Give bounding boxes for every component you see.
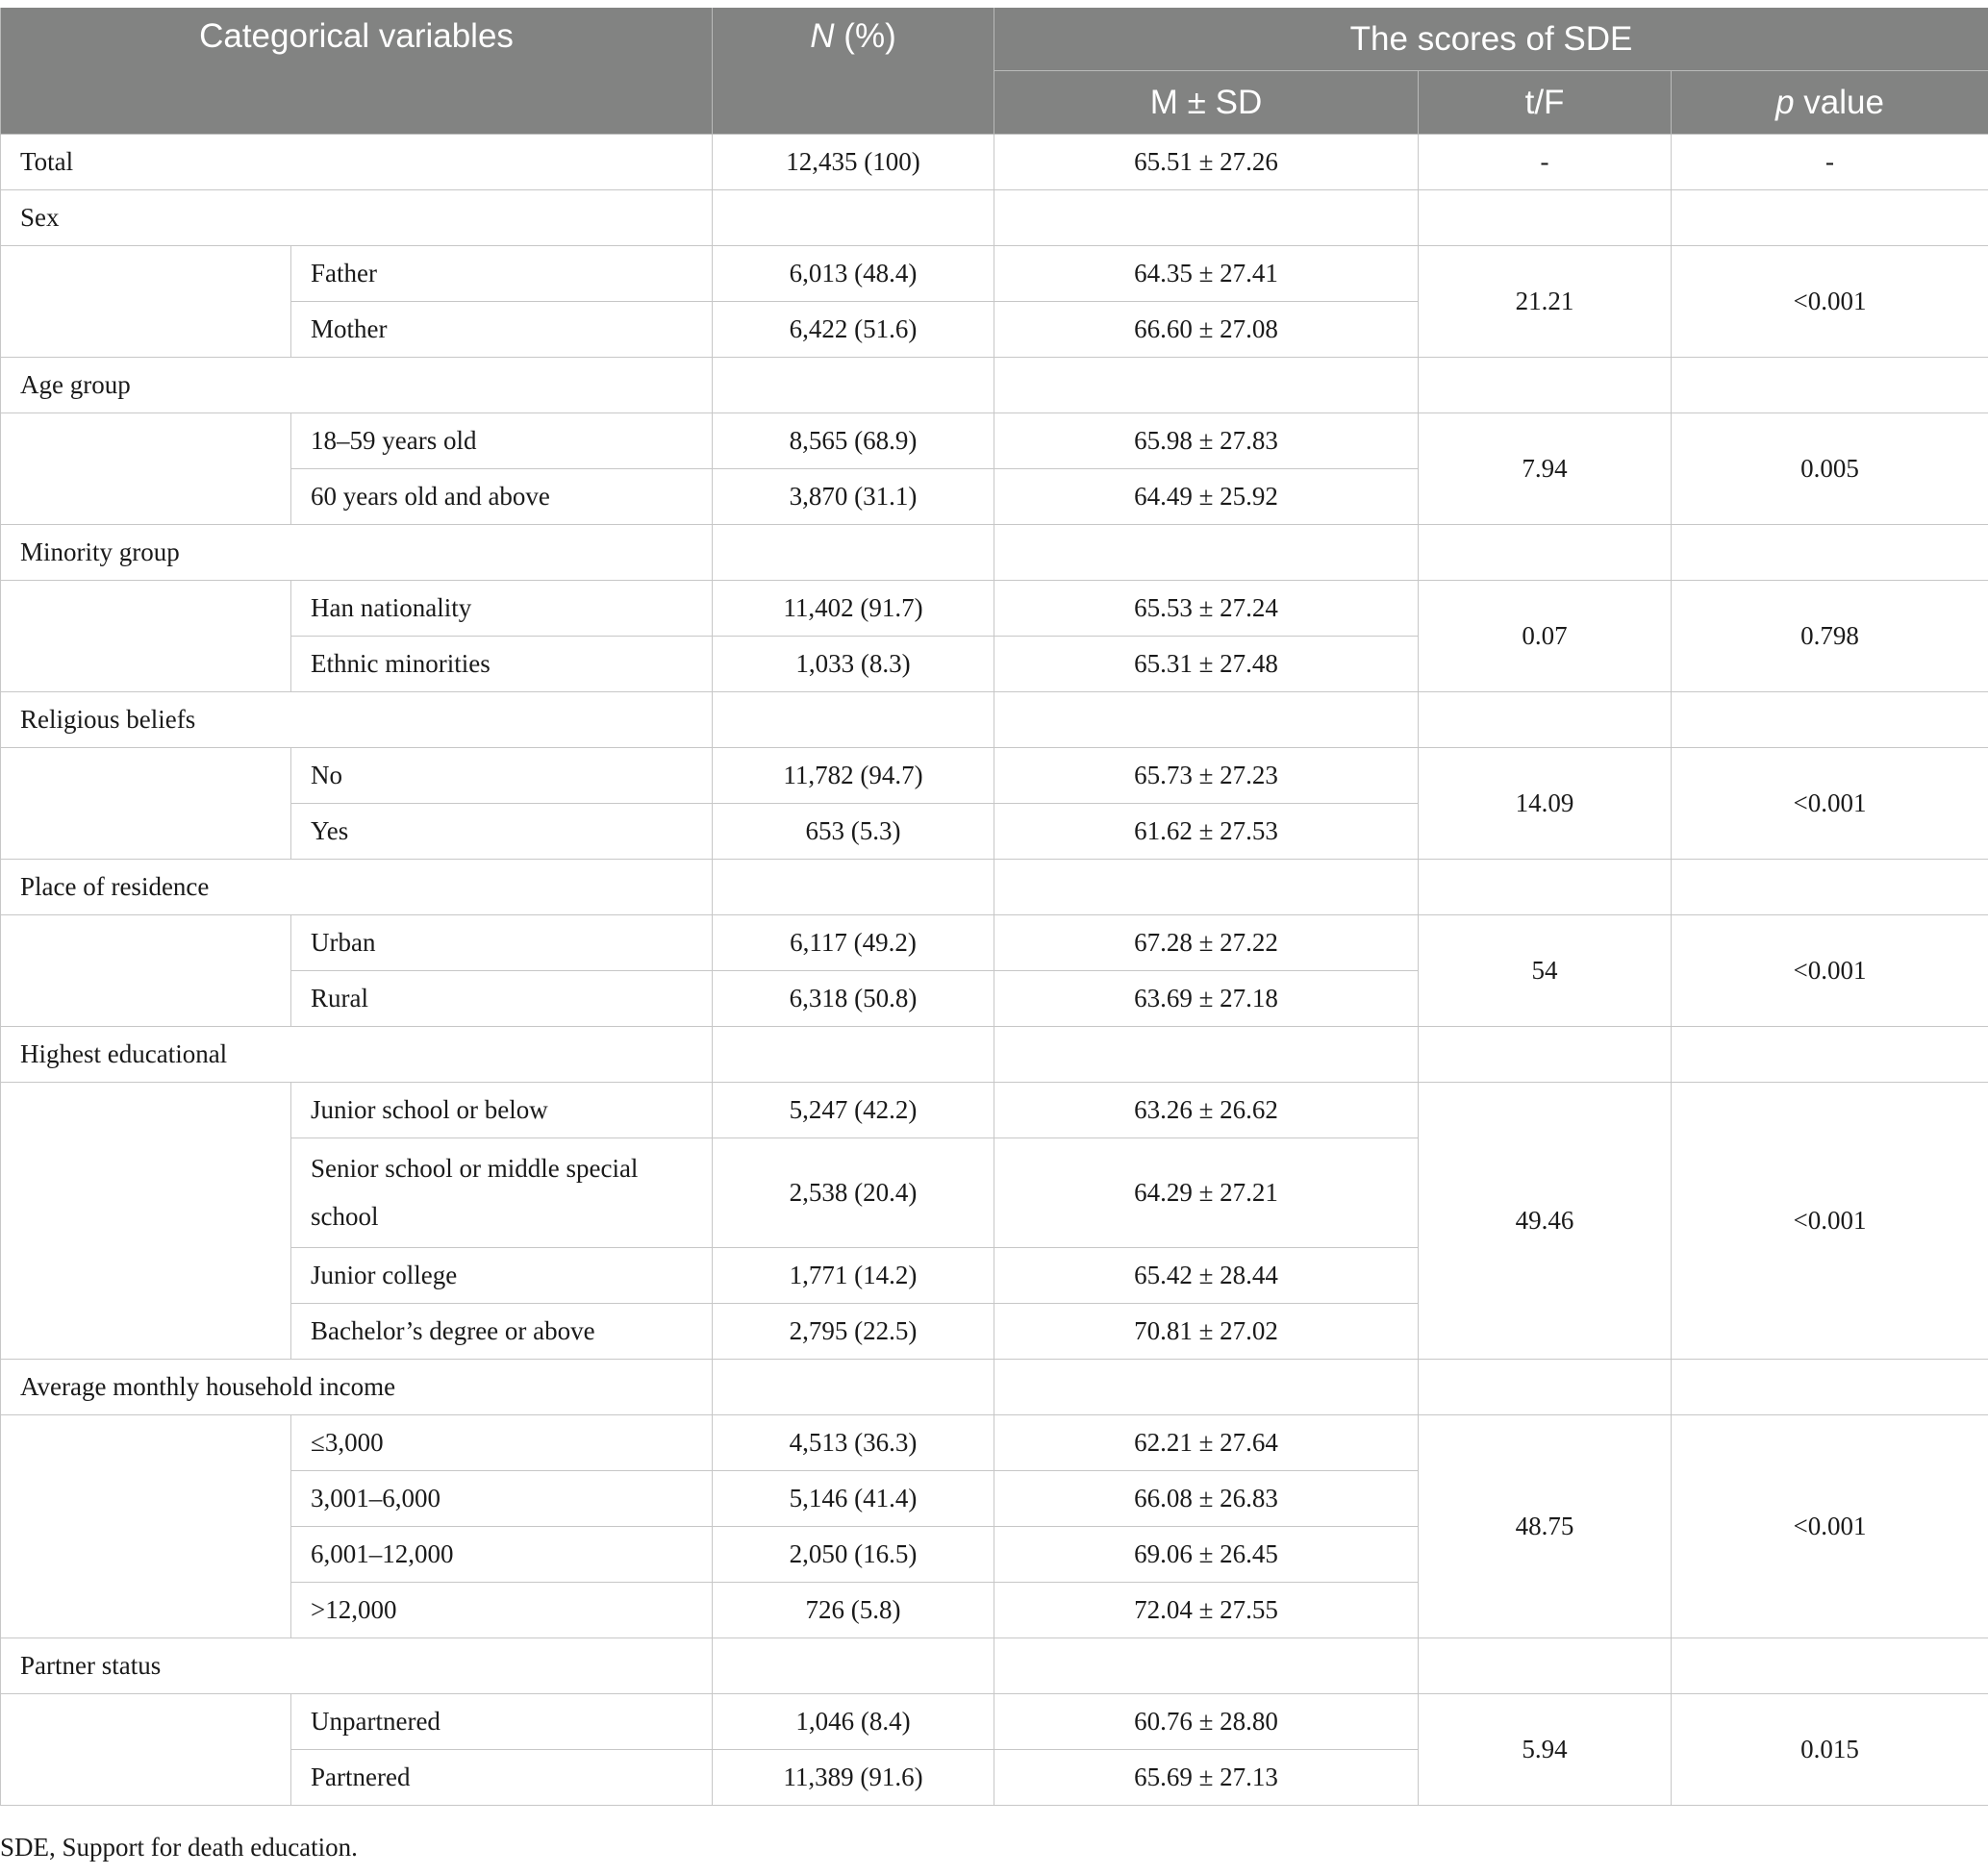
row-n: 8,565 (68.9) [713, 413, 994, 469]
empty-cell [1419, 1638, 1672, 1694]
row-label: Han nationality [291, 581, 713, 637]
header-scores-of-sde: The scores of SDE [994, 8, 1988, 71]
row-label: ≤3,000 [291, 1415, 713, 1471]
empty-cell [1419, 525, 1672, 581]
table-row [1, 1694, 1988, 1750]
row-n: 6,117 (49.2) [713, 915, 994, 971]
empty-cell [1, 413, 291, 525]
header-p-rest: value [1794, 83, 1884, 121]
row-n: 5,146 (41.4) [713, 1471, 994, 1527]
group-tf: 49.46 [1419, 1083, 1672, 1360]
row-n: 1,046 (8.4) [713, 1694, 994, 1750]
row-msd: 61.62 ± 27.53 [994, 804, 1419, 860]
empty-cell [1, 1083, 291, 1360]
row-msd: 64.29 ± 27.21 [994, 1138, 1419, 1248]
table-header [1, 8, 1988, 135]
row-n: 5,247 (42.2) [713, 1083, 994, 1138]
empty-cell [1419, 1027, 1672, 1083]
row-msd: 69.06 ± 26.45 [994, 1527, 1419, 1583]
empty-cell [1419, 190, 1672, 246]
group-tf: 0.07 [1419, 581, 1672, 692]
row-n: 6,422 (51.6) [713, 302, 994, 358]
row-n: 11,782 (94.7) [713, 748, 994, 804]
group-tf: 5.94 [1419, 1694, 1672, 1806]
row-label: Ethnic minorities [291, 637, 713, 692]
group-tf: 48.75 [1419, 1415, 1672, 1638]
empty-cell [1, 915, 291, 1027]
row-n: 2,538 (20.4) [713, 1138, 994, 1248]
group-label: Sex [1, 190, 713, 246]
row-msd: 67.28 ± 27.22 [994, 915, 1419, 971]
empty-cell [994, 1638, 1419, 1694]
row-label: Unpartnered [291, 1694, 713, 1750]
row-label: >12,000 [291, 1583, 713, 1638]
table-row-group [1, 692, 1988, 748]
group-tf: 21.21 [1419, 246, 1672, 358]
table-row-group [1, 1027, 1988, 1083]
total-tf: - [1419, 135, 1672, 190]
row-msd: 63.69 ± 27.18 [994, 971, 1419, 1027]
group-p: 0.798 [1672, 581, 1988, 692]
empty-cell [713, 1027, 994, 1083]
row-msd: 64.49 ± 25.92 [994, 469, 1419, 525]
empty-cell [1, 748, 291, 860]
empty-cell [1672, 525, 1988, 581]
row-msd: 64.35 ± 27.41 [994, 246, 1419, 302]
header-n-percent [713, 8, 994, 135]
empty-cell [713, 1638, 994, 1694]
empty-cell [713, 525, 994, 581]
empty-cell [1419, 860, 1672, 915]
group-label: Minority group [1, 525, 713, 581]
table-row [1, 413, 1988, 469]
table-row-group [1, 860, 1988, 915]
row-msd: 65.73 ± 27.23 [994, 748, 1419, 804]
empty-cell [994, 1027, 1419, 1083]
row-msd: 65.69 ± 27.13 [994, 1750, 1419, 1806]
table-container [0, 8, 1988, 1806]
empty-cell [994, 692, 1419, 748]
header-p-value [1672, 71, 1988, 135]
empty-cell [1672, 358, 1988, 413]
empty-cell [713, 190, 994, 246]
row-label: Mother [291, 302, 713, 358]
row-label: Rural [291, 971, 713, 1027]
empty-cell [1672, 1638, 1988, 1694]
empty-cell [1672, 860, 1988, 915]
group-p: <0.001 [1672, 748, 1988, 860]
total-p: - [1672, 135, 1988, 190]
table-row-group [1, 1360, 1988, 1415]
total-label: Total [1, 135, 713, 190]
header-n-rest: (%) [834, 17, 896, 55]
group-tf: 14.09 [1419, 748, 1672, 860]
empty-cell [1, 1694, 291, 1806]
empty-cell [713, 860, 994, 915]
group-p: <0.001 [1672, 915, 1988, 1027]
table-row-group [1, 1638, 1988, 1694]
row-n: 726 (5.8) [713, 1583, 994, 1638]
empty-cell [713, 1360, 994, 1415]
row-label: Junior school or below [291, 1083, 713, 1138]
table-row-group [1, 190, 1988, 246]
row-n: 653 (5.3) [713, 804, 994, 860]
header-t-f: t/F [1419, 71, 1672, 135]
header-n-italic: N [810, 17, 835, 55]
row-msd: 66.60 ± 27.08 [994, 302, 1419, 358]
row-n: 2,050 (16.5) [713, 1527, 994, 1583]
table-row [1, 581, 1988, 637]
total-msd: 65.51 ± 27.26 [994, 135, 1419, 190]
table-row [1, 1415, 1988, 1471]
empty-cell [1, 581, 291, 692]
row-label: Urban [291, 915, 713, 971]
empty-cell [994, 190, 1419, 246]
empty-cell [994, 860, 1419, 915]
row-n: 1,771 (14.2) [713, 1248, 994, 1304]
row-n: 2,795 (22.5) [713, 1304, 994, 1360]
table-row-group [1, 358, 1988, 413]
header-row-1 [1, 8, 1988, 71]
group-label: Age group [1, 358, 713, 413]
empty-cell [1672, 1360, 1988, 1415]
row-msd: 72.04 ± 27.55 [994, 1583, 1419, 1638]
table-row [1, 1083, 1988, 1138]
empty-cell [1672, 1027, 1988, 1083]
empty-cell [994, 525, 1419, 581]
row-msd: 62.21 ± 27.64 [994, 1415, 1419, 1471]
row-label: 18–59 years old [291, 413, 713, 469]
row-msd: 66.08 ± 26.83 [994, 1471, 1419, 1527]
row-label: Partnered [291, 1750, 713, 1806]
row-label: Junior college [291, 1248, 713, 1304]
header-categorical-variables: Categorical variables [1, 8, 713, 135]
empty-cell [1672, 692, 1988, 748]
row-label: 3,001–6,000 [291, 1471, 713, 1527]
empty-cell [994, 1360, 1419, 1415]
empty-cell [1672, 190, 1988, 246]
empty-cell [994, 358, 1419, 413]
row-msd: 70.81 ± 27.02 [994, 1304, 1419, 1360]
table-row-total [1, 135, 1988, 190]
group-p: <0.001 [1672, 1415, 1988, 1638]
group-p: <0.001 [1672, 246, 1988, 358]
row-n: 1,033 (8.3) [713, 637, 994, 692]
table-body [1, 135, 1988, 1806]
row-n: 6,318 (50.8) [713, 971, 994, 1027]
empty-cell [713, 358, 994, 413]
table-row [1, 246, 1988, 302]
row-n: 4,513 (36.3) [713, 1415, 994, 1471]
row-label: Bachelor’s degree or above [291, 1304, 713, 1360]
empty-cell [1419, 358, 1672, 413]
row-msd: 65.98 ± 27.83 [994, 413, 1419, 469]
group-label: Highest educational [1, 1027, 713, 1083]
header-m-sd: M ± SD [994, 71, 1419, 135]
row-label: 60 years old and above [291, 469, 713, 525]
empty-cell [1419, 1360, 1672, 1415]
table-row [1, 915, 1988, 971]
empty-cell [1, 246, 291, 358]
row-msd: 63.26 ± 26.62 [994, 1083, 1419, 1138]
table-row [1, 748, 1988, 804]
table-row-group [1, 525, 1988, 581]
row-label: Senior school or middle special school [291, 1138, 713, 1248]
group-label: Religious beliefs [1, 692, 713, 748]
row-label: Father [291, 246, 713, 302]
row-msd: 65.53 ± 27.24 [994, 581, 1419, 637]
row-n: 6,013 (48.4) [713, 246, 994, 302]
header-p-italic: p [1775, 83, 1795, 121]
sde-table [0, 8, 1988, 1806]
row-msd: 65.31 ± 27.48 [994, 637, 1419, 692]
group-p: <0.001 [1672, 1083, 1988, 1360]
table-footnote: SDE, Support for death education. [0, 1833, 358, 1862]
empty-cell [1419, 692, 1672, 748]
row-msd: 60.76 ± 28.80 [994, 1694, 1419, 1750]
row-n: 11,389 (91.6) [713, 1750, 994, 1806]
group-p: 0.005 [1672, 413, 1988, 525]
row-n: 3,870 (31.1) [713, 469, 994, 525]
group-label: Partner status [1, 1638, 713, 1694]
group-tf: 54 [1419, 915, 1672, 1027]
row-n: 11,402 (91.7) [713, 581, 994, 637]
row-label: 6,001–12,000 [291, 1527, 713, 1583]
empty-cell [1, 1415, 291, 1638]
row-msd: 65.42 ± 28.44 [994, 1248, 1419, 1304]
group-label: Average monthly household income [1, 1360, 713, 1415]
empty-cell [713, 692, 994, 748]
row-label: Yes [291, 804, 713, 860]
group-label: Place of residence [1, 860, 713, 915]
group-p: 0.015 [1672, 1694, 1988, 1806]
total-n: 12,435 (100) [713, 135, 994, 190]
group-tf: 7.94 [1419, 413, 1672, 525]
row-label: No [291, 748, 713, 804]
